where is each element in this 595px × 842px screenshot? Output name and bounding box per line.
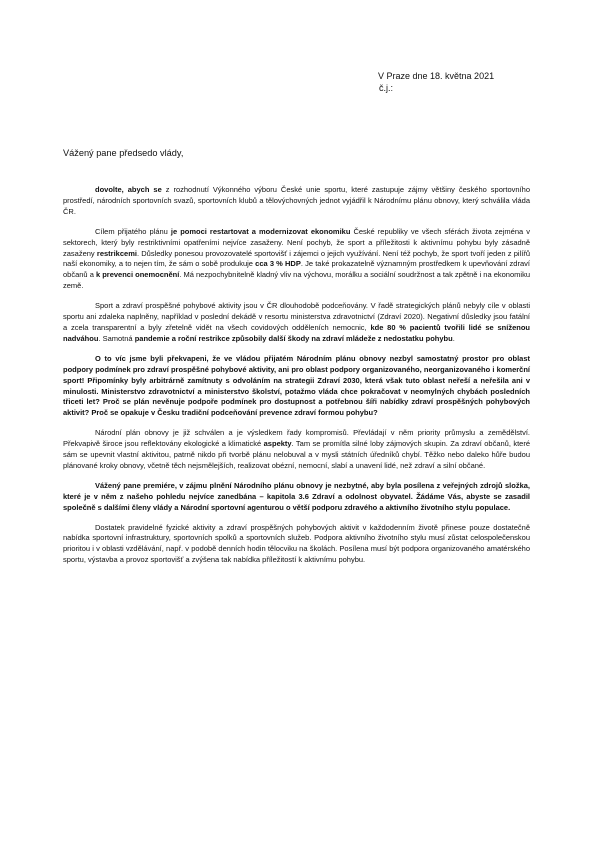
paragraph-1 <box>63 185 530 218</box>
text-run: aspekty <box>263 439 292 449</box>
text-run: České republiky ve všech sférách života zejména v sektorech, který byly restriktivními opatřeními nejvíce zasaženy. Není pochyb, že sport a příležitosti k aktivnímu pohybu byly zásadně zasaženy <box>63 226 530 258</box>
text-run: je pomoci restartovat a modernizovat ekonomiku <box>170 226 351 236</box>
text-run: . <box>452 333 455 343</box>
text-run: cca 3 % HDP <box>255 259 301 269</box>
paragraph-5 <box>63 428 530 472</box>
text-run: Dostatek pravidelné fyzické aktivity a zdraví prospěšných pohybových aktivit v každodenním životě přinese pouze dostatečně nabídka sportovní infrastruktury, sportovních spolků a sportovních služeb. Podpora aktivního životního stylu musí zůstat celospolečenskou prioritou i v oblasti vzdělávání, např. v podobě denních hodin tělocviku na školách. Posílena musí být podpora organizovaného amatérského sportu, výstavba a provoz sportovišť a zvýšena tak nabídka příležitostí k aktivnímu pohybu. <box>63 522 530 565</box>
text-run: . Důsledky ponesou provozovatelé sportovišť i zájemci o jejich využívání. Není též pochyb, že sport tvoří jeden z pilířů naší ekonomiky, a to nejen tím, že sám o sobě produkuje <box>63 248 530 269</box>
paragraph-4 <box>63 354 530 419</box>
dateline <box>378 70 494 94</box>
text-run: pandemie a roční restrikce způsobily další škody na zdraví mládeže z nedostatku pohybu <box>134 333 453 343</box>
salutation: Vážený pane předsedo vlády, <box>63 148 184 158</box>
text-run: . Samotná <box>98 333 135 343</box>
text-run: dovolte, abych se <box>95 185 166 194</box>
text-run: Vážený pane premiére, v zájmu plnění Národního plánu obnovy je nezbytné, aby byla posílena z veřejných zdrojů složka, které je v něm z našeho pohledu nejvíce zanedbána – kapitola 3.6 Zdraví a odolnost obyvatel. Žádáme Vás, abyste se zasadil společně s dalšími členy vlády a Národní sportovní agenturou o větší podporu zdravého a aktivního životního stylu populace. <box>63 480 530 512</box>
place-date: V Praze dne 18. května 2021 <box>378 71 495 81</box>
text-run: Cílem přijatého plánu <box>95 226 171 236</box>
text-run: Národní plán obnovy je již schválen a je výsledkem řady kompromisů. Převládají v něm priority průmyslu a zemědělství. Překvapivě široce jsou reflektovány ekologické a klimatické <box>63 428 530 449</box>
text-run: . Má nezpochybnitelně kladný vliv na výchovu, morálku a sociální soudržnost a tak zpětně i na ekonomiku země. <box>63 270 530 291</box>
text-run: restrikcemi <box>96 248 137 258</box>
paragraph-2 <box>63 227 530 292</box>
reference-number: č.j.: <box>379 83 394 93</box>
paragraph-3 <box>63 301 530 345</box>
letter-body <box>63 185 530 572</box>
text-run: . Tam se promítla silné loby zájmových skupin. Za zdraví občanů, které sám se upevnit vlastní aktivitou, patrně nikdo při tvorbě plánu nelobuval a v mysli státních úředníků chybí. Těžko nebo daleko hůře budou plánované kroky obnovy, včetně těch nejsmělejších, realizovat obézní, nemocní, slabí a unavení lidé, než zdraví a silní občané. <box>63 439 531 470</box>
text-run: kde 80 % pacientů tvořili lidé se sníženou nadváhou <box>63 322 530 343</box>
text-run: O to víc jsme byli překvapeni, že ve vládou přijatém Národním plánu obnovy nezbyl samostatný prostor pro oblast podpory podmínek pro zdraví prospěšné pohybové aktivity, ani pro oblast podpory organizovaného, neorganizovaného i komerční sport! Připomínky byly arbitrárně zamítnuty s odvoláním na strategii Zdraví 2030, která však tuto oblast neřeší a neřešila ani v minulosti. Ministerstvo zdravotnictví a ministerstvo školství, potažmo vláda chce pokračovat v neomylných chybách posledních třiceti let? Proč se plán nevěnuje podpoře podmínek pro dostupnost a potřebnou šíři nabídky zdraví prospěšných pohybových aktivit? Proč se opakuje v Česku tradiční podceňování prevence zdraví formou pohybu? <box>63 353 530 418</box>
text-run: k prevenci onemocnění <box>95 270 180 280</box>
text-run: Sport a zdraví prospěšné pohybové aktivity jsou v ČR dlouhodobě podceňovány. V řadě strategických plánů nebyly cíle v oblasti sportu ani zdaleka naplněny, například v poslední dekádě v resortu ministerstva zdravotnictví (Zdraví 2020). Negativní důsledky jsou fatální a zcela transparentní a byly zřetelně vidět na všech covidových odděleních nemocnic, <box>63 301 530 332</box>
text-run: . Je také prokazatelně významným prostředkem k upevňování zdraví občanů a <box>63 259 530 280</box>
paragraph-6 <box>63 481 530 514</box>
paragraph-7 <box>63 523 530 567</box>
text-run: z rozhodnutí Výkonného výboru České unie sportu, které zastupuje zájmy většiny českého sportovního prostředí, národních sportovních svazů, sportovních klubů a tělovýchovných jednot vyjádřil k Národnímu plánu obnovy, který schválila vláda ČR. <box>63 185 530 216</box>
